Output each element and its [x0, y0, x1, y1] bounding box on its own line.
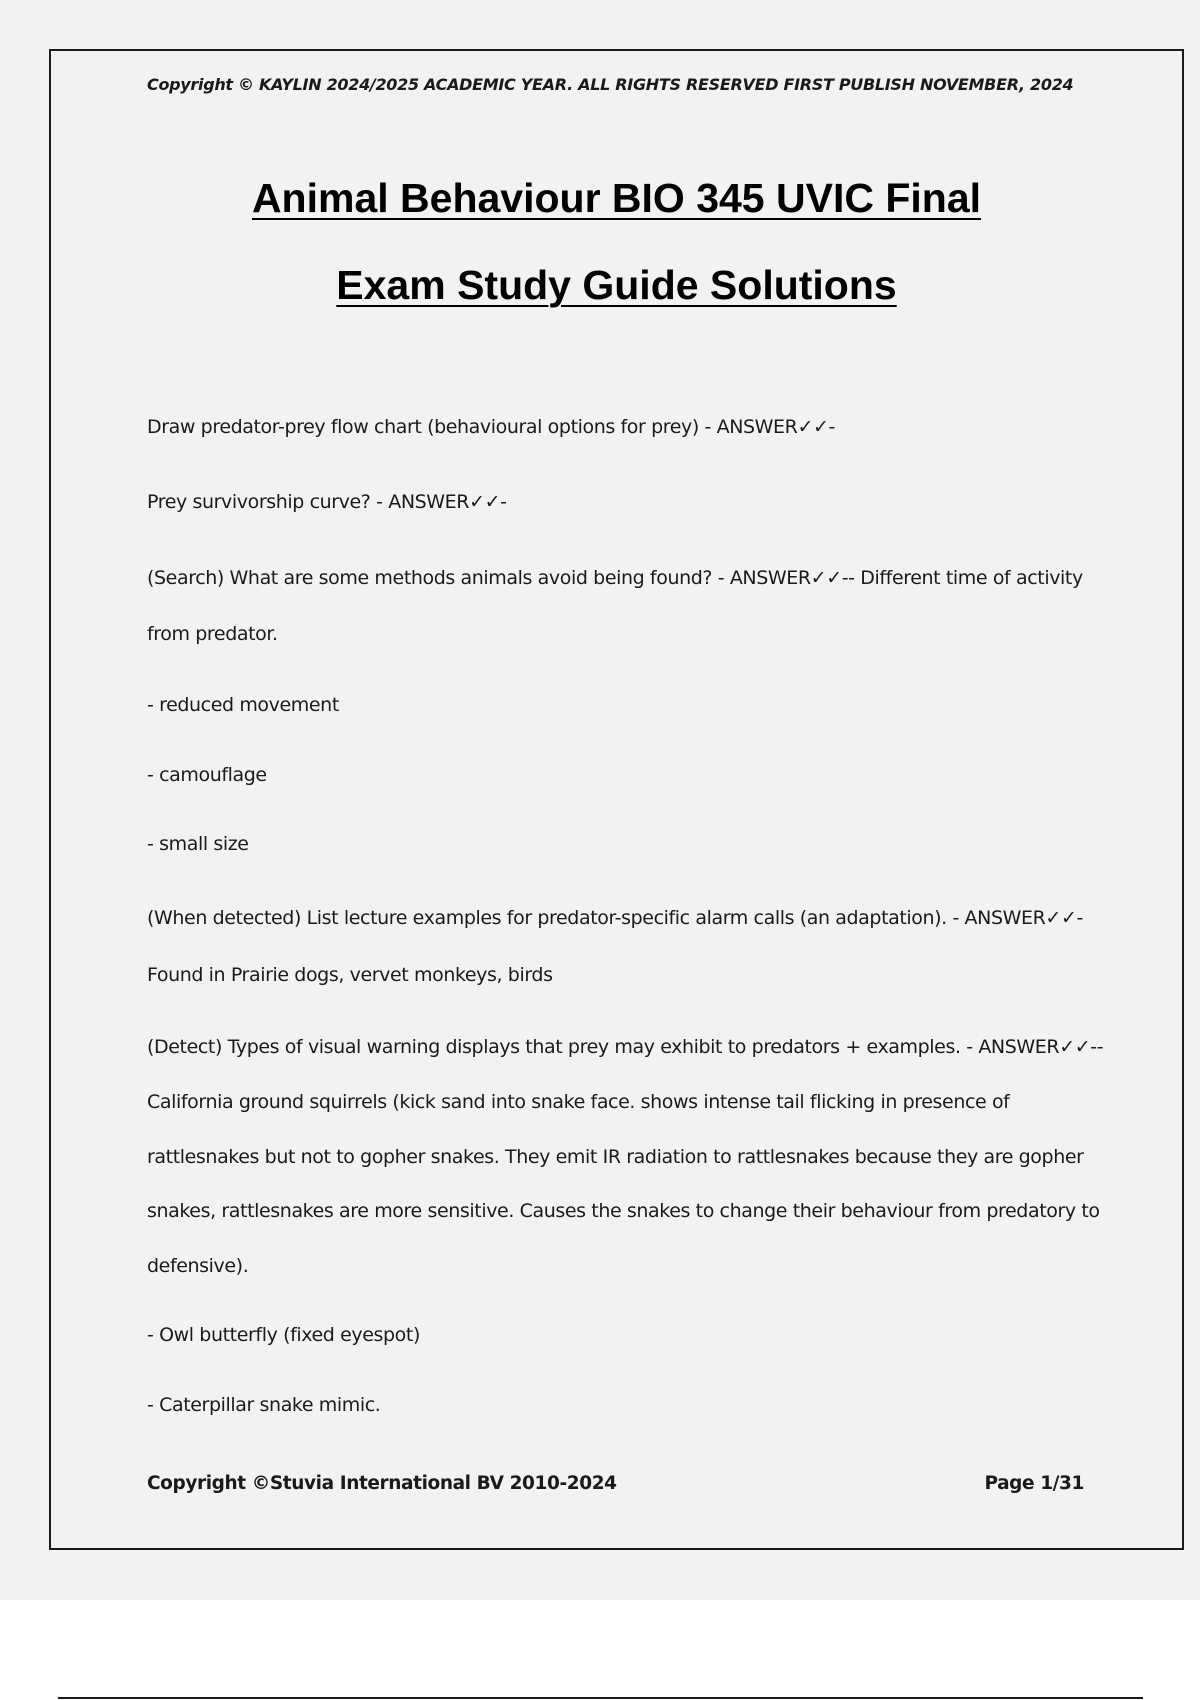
answer-line: from predator. — [147, 623, 278, 645]
footer-copyright: Copyright ©Stuvia International BV 2010-2024 — [147, 1473, 617, 1494]
answer-bullet: - reduced movement — [147, 694, 339, 716]
answer-bullet: - camouflage — [147, 764, 267, 786]
document-page — [49, 49, 1184, 1550]
page-number: Page 1/31 — [984, 1473, 1084, 1494]
document-title-line-2 — [51, 262, 1182, 309]
question-line: (Detect) Types of visual warning displays that prey may exhibit to predators + examples. - ANSWER✓✓-- — [147, 1036, 1104, 1058]
answer-bullet: - Owl butterfly (fixed eyespot) — [147, 1324, 420, 1346]
question-line: Prey survivorship curve? - ANSWER✓✓- — [147, 491, 507, 513]
answer-line: snakes, rattlesnakes are more sensitive. Causes the snakes to change their behaviour from predatory to — [147, 1200, 1100, 1222]
title-text-1: Animal Behaviour BIO 345 UVIC Final — [251, 175, 982, 221]
answer-line: California ground squirrels (kick sand into snake face. shows intense tail flicking in presence of — [147, 1091, 1010, 1113]
document-title-line-1 — [51, 175, 1182, 222]
answer-bullet: - Caterpillar snake mimic. — [147, 1394, 381, 1416]
answer-line: Found in Prairie dogs, vervet monkeys, birds — [147, 964, 553, 986]
question-line: (Search) What are some methods animals avoid being found? - ANSWER✓✓-- Different time of activity — [147, 567, 1083, 589]
answer-line: rattlesnakes but not to gopher snakes. They emit IR radiation to rattlesnakes because they are gopher — [147, 1146, 1084, 1168]
next-page-rule — [58, 1697, 1143, 1699]
title-text-2: Exam Study Guide Solutions — [336, 262, 897, 308]
answer-line: defensive). — [147, 1255, 249, 1277]
header-copyright: Copyright © KAYLIN 2024/2025 ACADEMIC YEAR. ALL RIGHTS RESERVED FIRST PUBLISH NOVEMBER, 2024 — [147, 75, 1074, 94]
answer-bullet: - small size — [147, 833, 249, 855]
question-line: Draw predator-prey flow chart (behavioural options for prey) - ANSWER✓✓- — [147, 416, 835, 438]
question-line: (When detected) List lecture examples for predator-specific alarm calls (an adaptation). - ANSWER✓✓- — [147, 907, 1083, 929]
